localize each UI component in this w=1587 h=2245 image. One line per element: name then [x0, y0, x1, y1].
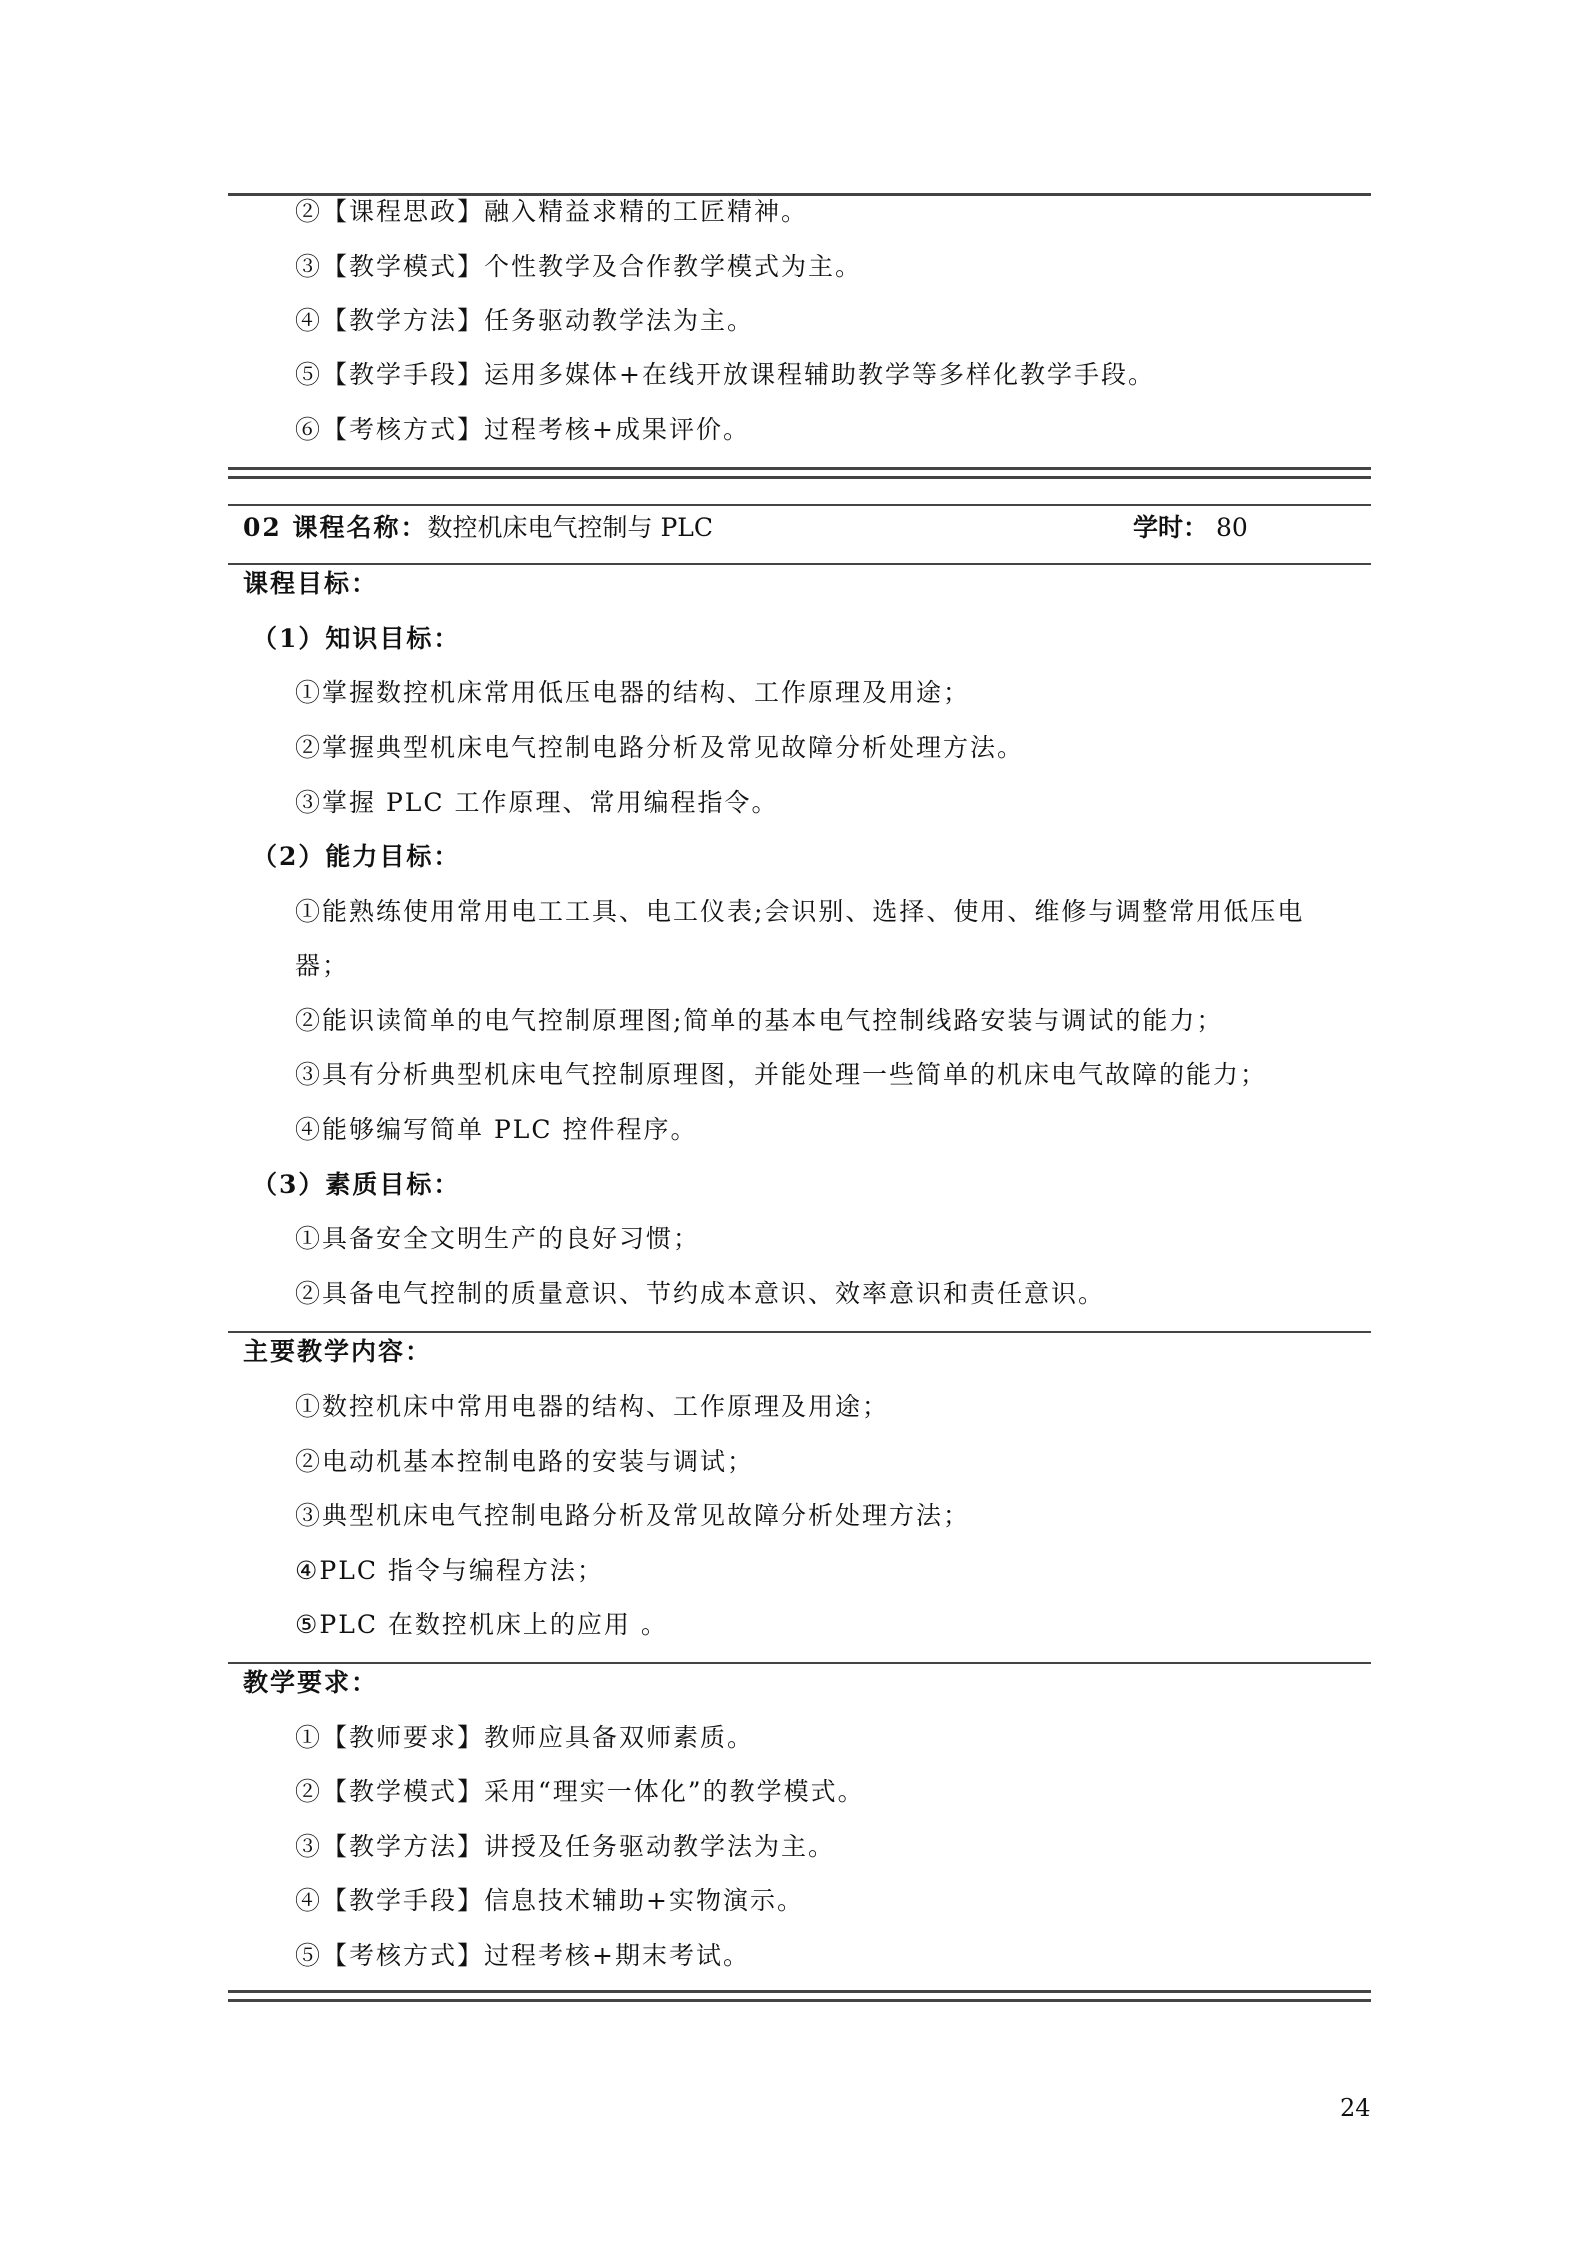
requirements-heading: 教学要求：: [243, 1668, 379, 1697]
list-item: ③掌握 PLC 工作原理、常用编程指令。: [295, 788, 779, 817]
list-item: ③【教学方法】讲授及任务驱动教学法为主。: [295, 1832, 836, 1861]
course-name: 数控机床电气控制与 PLC: [427, 513, 713, 542]
list-item: ⑥【考核方式】过程考核+成果评价。: [295, 415, 750, 444]
quality-goals-title: （3）素质目标：: [252, 1170, 461, 1199]
hours-label: 学时：: [1133, 513, 1209, 542]
list-item: ④能够编写简单 PLC 控件程序。: [295, 1115, 698, 1144]
list-item: ②【教学模式】采用“理实一体化”的教学模式。: [295, 1777, 865, 1806]
content-heading: 主要教学内容：: [243, 1337, 433, 1366]
list-item: ⑤PLC 在数控机床上的应用 。: [295, 1610, 668, 1639]
list-item: ②【课程思政】融入精益求精的工匠精神。: [295, 197, 809, 226]
list-item: ①具备安全文明生产的良好习惯；: [295, 1224, 701, 1253]
list-item: ③典型机床电气控制电路分析及常见故障分析处理方法；: [295, 1501, 971, 1530]
course-hours: [1133, 511, 1248, 545]
list-item: ④【教学方法】任务驱动教学法为主。: [295, 306, 755, 335]
course-row-bottom-rule: [228, 563, 1371, 565]
course-number-label: 02 课程名称：: [243, 513, 428, 542]
list-item: ②电动机基本控制电路的安装与调试；: [295, 1447, 755, 1476]
list-item: ④【教学手段】信息技术辅助+实物演示。: [295, 1886, 804, 1915]
list-item: ④PLC 指令与编程方法；: [295, 1556, 604, 1585]
list-item: ①能熟练使用常用电工工具、电工仪表;会识别、选择、使用、维修与调整常用低压电: [295, 897, 1305, 926]
course-header-row: [243, 511, 1371, 545]
list-item: ③具有分析典型机床电气控制原理图，并能处理一些简单的机床电气故障的能力；: [295, 1060, 1268, 1089]
page-number: 24: [1340, 2094, 1371, 2122]
list-item: ②具备电气控制的质量意识、节约成本意识、效率意识和责任意识。: [295, 1279, 1106, 1308]
knowledge-goals-title: （1）知识目标：: [252, 624, 461, 653]
ability-goals-title: （2）能力目标：: [252, 842, 461, 871]
course-row-top-rule: [228, 504, 1371, 506]
goals-heading: 课程目标：: [243, 569, 379, 598]
list-item: ①掌握数控机床常用低压电器的结构、工作原理及用途；: [295, 678, 971, 707]
requirements-divider: [228, 1662, 1371, 1664]
list-item: ①【教师要求】教师应具备双师素质。: [295, 1723, 755, 1752]
list-item-continuation: 器；: [295, 951, 350, 980]
list-item: ⑤【教学手段】运用多媒体+在线开放课程辅助教学等多样化教学手段。: [295, 360, 1155, 389]
hours-value: 80: [1215, 513, 1248, 542]
list-item: ①数控机床中常用电器的结构、工作原理及用途；: [295, 1392, 890, 1421]
section-divider: [228, 467, 1371, 479]
content-divider: [228, 1331, 1371, 1333]
bottom-divider: [228, 1990, 1371, 2002]
list-item: ②掌握典型机床电气控制电路分析及常见故障分析处理方法。: [295, 733, 1025, 762]
list-item: ③【教学模式】个性教学及合作教学模式为主。: [295, 252, 863, 281]
list-item: ②能识读简单的电气控制原理图;简单的基本电气控制线路安装与调试的能力；: [295, 1006, 1224, 1035]
list-item: ⑤【考核方式】过程考核+期末考试。: [295, 1941, 750, 1970]
